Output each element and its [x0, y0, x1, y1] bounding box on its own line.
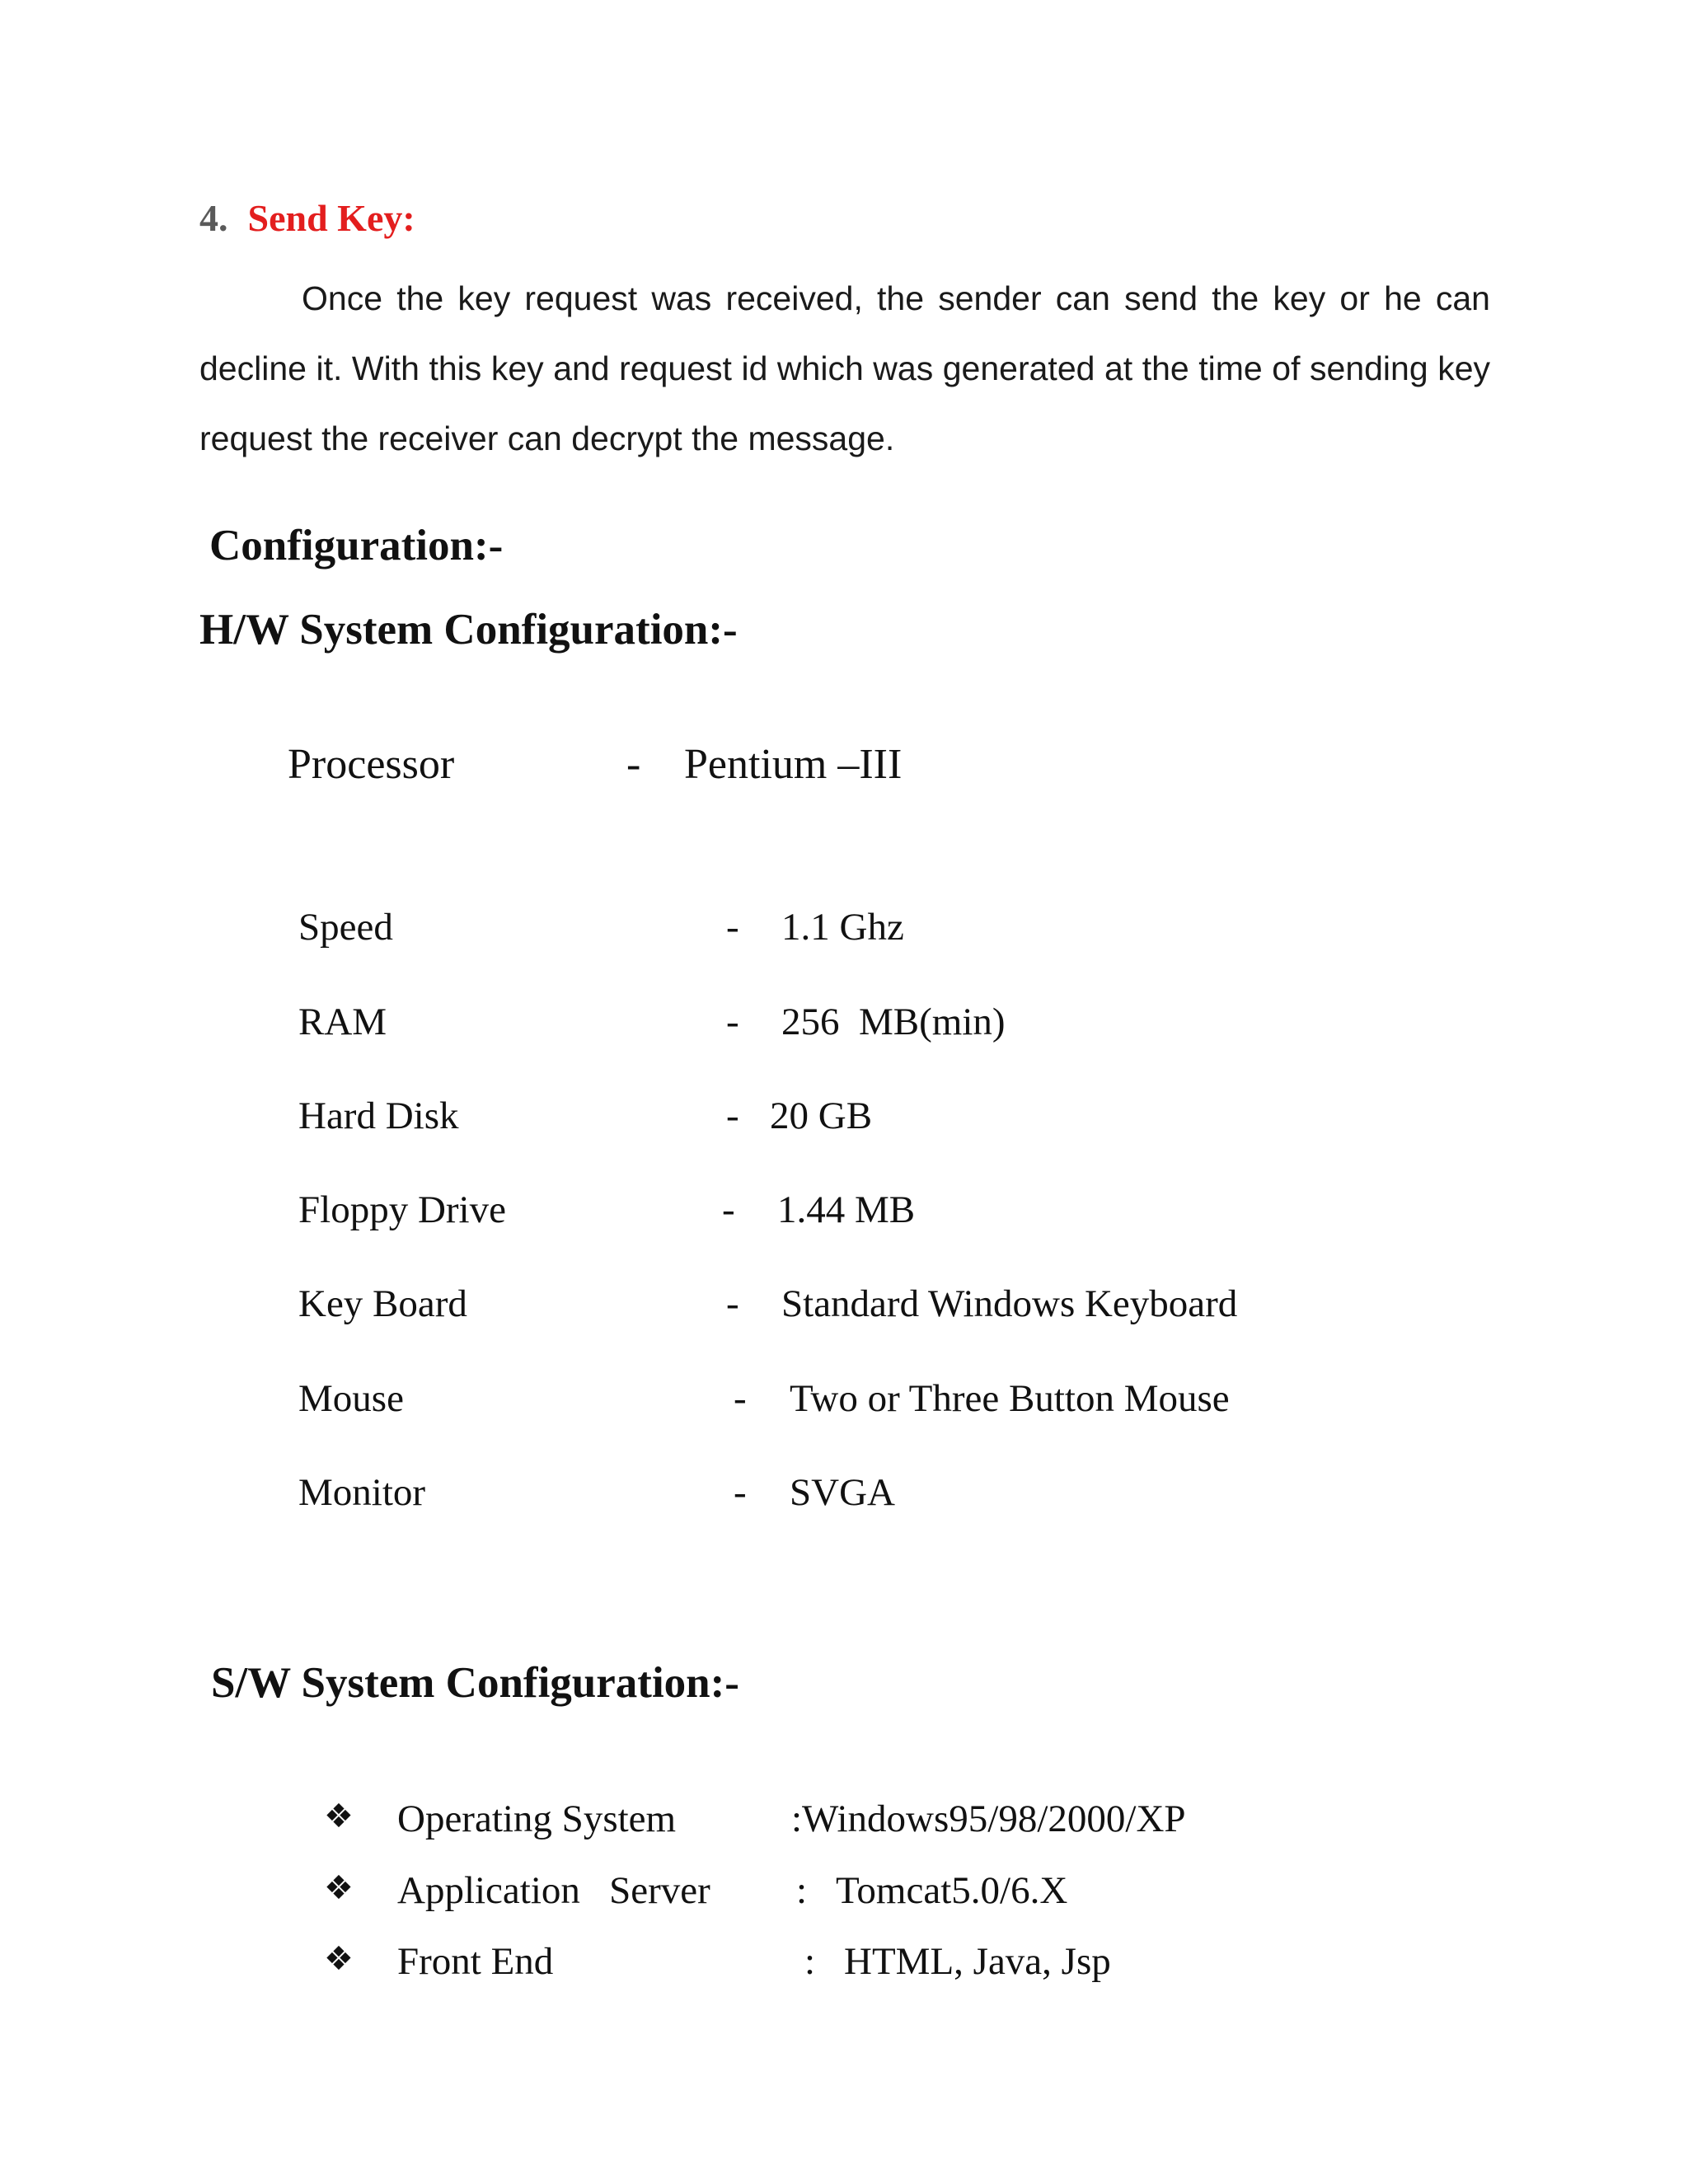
sw-label-front-end: Front End [397, 1940, 554, 1983]
hw-value-keyboard: Standard Windows Keyboard [781, 1282, 1238, 1325]
hw-label-hard-disk: Hard Disk [298, 1094, 459, 1137]
hw-dash: - [726, 1282, 739, 1325]
sw-colon: : [796, 1869, 808, 1912]
sw-value-front-end: HTML, Java, Jsp [844, 1940, 1111, 1983]
hw-label-speed: Speed [298, 906, 393, 949]
hw-value-floppy-drive: 1.44 MB [777, 1188, 916, 1231]
hw-label-keyboard: Key Board [298, 1282, 467, 1325]
hw-dash: - [626, 741, 641, 788]
hw-label-monitor: Monitor [298, 1471, 426, 1514]
sw-config-heading: S/W System Configuration:- [211, 1659, 739, 1707]
hw-value-processor: Pentium –III [684, 741, 903, 788]
sw-value-operating-system: Windows95/98/2000/XP [802, 1797, 1186, 1840]
hw-value-mouse: Two or Three Button Mouse [790, 1377, 1230, 1420]
hw-value-monitor: SVGA [790, 1471, 895, 1514]
section-title: Send Key: [247, 197, 415, 239]
diamond-bullet-icon: ❖ [324, 1940, 354, 1978]
hw-dash: - [726, 906, 739, 949]
hw-config-heading: H/W System Configuration:- [199, 606, 738, 654]
section-number: 4. [199, 197, 228, 239]
diamond-bullet-icon: ❖ [324, 1797, 354, 1835]
sw-label-operating-system: Operating System [397, 1797, 677, 1840]
hw-label-processor: Processor [288, 741, 455, 788]
hw-value-speed: 1.1 Ghz [781, 906, 904, 949]
hw-dash: - [722, 1188, 735, 1231]
section-heading [199, 196, 415, 240]
hw-label-ram: RAM [298, 1001, 387, 1043]
hw-dash: - [734, 1377, 747, 1420]
hw-label-floppy-drive: Floppy Drive [298, 1188, 506, 1231]
configuration-heading: Configuration:- [209, 522, 504, 569]
hw-value-hard-disk: 20 GB [770, 1094, 873, 1137]
hw-label-mouse: Mouse [298, 1377, 404, 1420]
sw-label-application-server: Application Server [397, 1869, 710, 1912]
sw-colon: : [804, 1940, 816, 1983]
hw-value-ram: 256 MB(min) [781, 1001, 1006, 1043]
hw-dash: - [726, 1094, 739, 1137]
sw-value-application-server: Tomcat5.0/6.X [836, 1869, 1068, 1912]
hw-dash: - [726, 1001, 739, 1043]
section-paragraph: Once the key request was received, the sender can send the key or he can decline it. With this key and request id which was generated at the time of sending key request the receiver can decrypt the message. [199, 279, 1490, 457]
diamond-bullet-icon: ❖ [324, 1869, 354, 1907]
hw-dash: - [734, 1471, 747, 1514]
sw-colon: : [791, 1797, 803, 1840]
